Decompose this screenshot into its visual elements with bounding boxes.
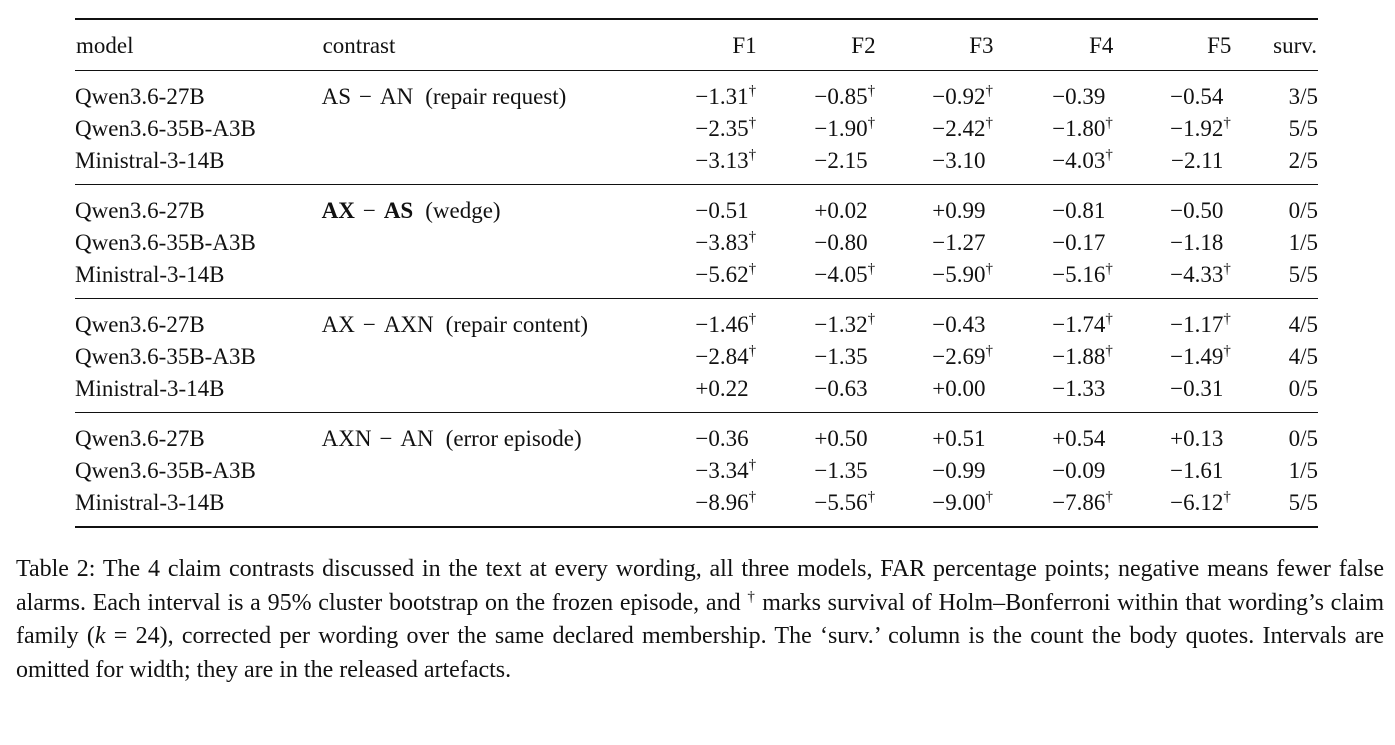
value-text: −2.69 — [932, 344, 986, 369]
caption-text-3: ), corrected per wording over the same declared membership. The ‘surv.’ column is the count the body quotes. Intervals are omitted for width; they are in the released artefacts. — [16, 623, 1385, 683]
cell-f1: −3.13† — [695, 147, 757, 173]
caption-math-rest: = 24 — [105, 623, 160, 649]
contrast-right: AN — [379, 84, 414, 109]
cell-surv: 2/5 — [1288, 148, 1318, 173]
contrast-left: AXN — [321, 426, 372, 451]
cell-f3 — [877, 413, 995, 456]
header-contrast: contrast — [322, 33, 396, 58]
table-row — [75, 145, 1318, 185]
value-text: −2.42 — [932, 116, 986, 141]
cell-f1: −5.62† — [695, 261, 757, 287]
value-text: −3.83 — [695, 230, 749, 255]
contrast-label — [322, 198, 414, 223]
results-table — [75, 18, 1318, 528]
cell-contrast — [322, 113, 661, 145]
table-row — [75, 185, 1318, 228]
cell-f2 — [758, 455, 877, 487]
cell-surv: 0/5 — [1288, 198, 1318, 223]
value-text: −0.51 — [695, 198, 749, 223]
value-text: −1.17 — [1170, 312, 1224, 337]
cell-f5 — [1114, 227, 1232, 259]
value-text: −0.54 — [1170, 84, 1224, 109]
value-text: −1.90 — [814, 116, 868, 141]
cell-f3: −2.42† — [932, 115, 994, 141]
caption-dagger: † — [747, 588, 756, 605]
contrast-left: AX — [321, 198, 355, 223]
value-text: +0.22 — [695, 376, 749, 401]
results-table-container — [75, 18, 1318, 528]
contrast-left: AX — [321, 312, 355, 337]
value-text: −6.12 — [1170, 490, 1224, 515]
cell-f1: −1.46† — [695, 311, 757, 337]
value-text: −2.15 — [814, 148, 868, 173]
value-text: +0.02 — [814, 198, 868, 223]
cell-f4 — [995, 71, 1115, 114]
table-row — [75, 455, 1318, 487]
value-text: −1.49 — [1170, 344, 1224, 369]
cell-model: Qwen3.6-35B-A3B — [75, 116, 256, 141]
cell-f5 — [1114, 455, 1232, 487]
value-text: −0.50 — [1170, 198, 1224, 223]
cell-f1: −1.31† — [695, 83, 757, 109]
cell-surv: 1/5 — [1288, 230, 1318, 255]
cell-f3 — [877, 185, 995, 228]
value-text: −2.35 — [695, 116, 749, 141]
cell-f2 — [758, 227, 877, 259]
cell-model: Qwen3.6-27B — [75, 312, 205, 337]
value-text: −3.34 — [695, 458, 749, 483]
cell-f5: −1.92† — [1170, 115, 1231, 141]
cell-f3: −2.69† — [932, 343, 994, 369]
value-text: −5.56 — [814, 490, 868, 515]
value-text: +0.00 — [932, 376, 986, 401]
value-text: −1.61 — [1170, 458, 1224, 483]
contrast-label — [322, 312, 434, 337]
caption-text-2: marks survival of Holm–Bonferroni within that wording’s claim family ( — [16, 589, 1384, 649]
value-text: +0.54 — [1052, 426, 1106, 451]
cell-f4: −1.74† — [1052, 311, 1113, 337]
value-text: −1.92 — [1170, 116, 1224, 141]
cell-contrast — [322, 299, 661, 342]
value-text: −3.10 — [932, 148, 986, 173]
cell-f2: −5.56† — [814, 489, 876, 515]
cell-model: Qwen3.6-35B-A3B — [75, 344, 256, 369]
contrast-group — [75, 413, 1318, 528]
value-text: −0.09 — [1052, 458, 1106, 483]
cell-f5 — [1114, 145, 1232, 185]
cell-f1: −8.96† — [695, 489, 757, 515]
cell-f5 — [1114, 185, 1232, 228]
cell-contrast — [322, 227, 661, 259]
contrast-operator: − — [362, 312, 376, 337]
contrast-right: AS — [383, 198, 414, 223]
cell-f1: −2.84† — [695, 343, 757, 369]
cell-f1 — [661, 185, 758, 228]
cell-f1: −3.34† — [695, 457, 757, 483]
value-text: −1.35 — [814, 458, 868, 483]
contrast-description: (repair request) — [425, 84, 567, 109]
cell-f5: −6.12† — [1170, 489, 1231, 515]
table-row — [75, 413, 1318, 456]
cell-f2 — [758, 341, 877, 373]
cell-contrast — [322, 455, 661, 487]
cell-f4: −1.88† — [1052, 343, 1113, 369]
value-text: −2.84 — [695, 344, 749, 369]
cell-contrast — [322, 413, 661, 456]
cell-f3: −0.92† — [932, 83, 994, 109]
header-f3: F3 — [969, 33, 994, 58]
table-row — [75, 299, 1318, 342]
contrast-group — [75, 299, 1318, 413]
value-text: −0.17 — [1052, 230, 1106, 255]
cell-f2 — [758, 185, 877, 228]
cell-model: Ministral-3-14B — [75, 490, 225, 515]
cell-model: Ministral-3-14B — [75, 262, 225, 287]
contrast-description: (error episode) — [445, 426, 582, 451]
cell-surv: 1/5 — [1288, 458, 1318, 483]
cell-f3 — [877, 145, 995, 185]
value-text: −0.85 — [814, 84, 868, 109]
table-row — [75, 113, 1318, 145]
value-text: −0.99 — [932, 458, 986, 483]
cell-surv: 0/5 — [1288, 376, 1318, 401]
contrast-operator: − — [362, 198, 376, 223]
contrast-group — [75, 185, 1318, 299]
contrast-left: AS — [321, 84, 351, 109]
contrast-label — [322, 426, 434, 451]
contrast-label — [322, 84, 414, 109]
value-text: −9.00 — [932, 490, 986, 515]
cell-f5 — [1114, 413, 1232, 456]
cell-f3 — [877, 227, 995, 259]
cell-f4: −1.80† — [1052, 115, 1113, 141]
value-text: −1.35 — [814, 344, 868, 369]
cell-f3: −5.90† — [932, 261, 994, 287]
cell-contrast — [322, 259, 661, 299]
cell-contrast — [322, 341, 661, 373]
table-row — [75, 259, 1318, 299]
cell-f1: −3.83† — [695, 229, 757, 255]
cell-contrast — [322, 373, 661, 413]
table-caption — [16, 553, 1384, 687]
header-f5: F5 — [1207, 33, 1232, 58]
header-f2: F2 — [851, 33, 876, 58]
cell-surv: 5/5 — [1288, 490, 1318, 515]
cell-f4 — [995, 455, 1115, 487]
cell-surv: 0/5 — [1288, 426, 1318, 451]
cell-f2: −0.85† — [814, 83, 876, 109]
value-text: −1.31 — [695, 84, 749, 109]
header-surv: surv. — [1273, 33, 1317, 58]
cell-f5 — [1114, 71, 1232, 114]
value-text: −1.46 — [695, 312, 749, 337]
contrast-group — [75, 71, 1318, 185]
cell-model: Qwen3.6-35B-A3B — [75, 458, 256, 483]
cell-model: Qwen3.6-27B — [75, 84, 205, 109]
value-text: −3.13 — [695, 148, 749, 173]
table-row — [75, 227, 1318, 259]
cell-f4: −5.16† — [1052, 261, 1113, 287]
value-text: −1.80 — [1052, 116, 1106, 141]
caption-math-k: k — [94, 623, 106, 649]
value-text: −5.62 — [695, 262, 749, 287]
cell-contrast — [322, 145, 661, 185]
value-text: −0.92 — [932, 84, 986, 109]
cell-contrast — [322, 185, 661, 228]
value-text: +0.13 — [1170, 426, 1224, 451]
header-model: model — [76, 33, 134, 58]
value-text: −1.88 — [1052, 344, 1106, 369]
cell-f5: −4.33† — [1170, 261, 1231, 287]
cell-f2 — [758, 413, 877, 456]
header-f1: F1 — [732, 33, 757, 58]
cell-f4 — [995, 185, 1115, 228]
value-text: −4.05 — [814, 262, 868, 287]
value-text: −7.86 — [1052, 490, 1106, 515]
table-header — [75, 19, 1318, 71]
cell-model: Ministral-3-14B — [75, 376, 225, 401]
cell-surv: 3/5 — [1288, 84, 1318, 109]
table-row — [75, 71, 1318, 114]
cell-model: Qwen3.6-27B — [75, 198, 205, 223]
cell-f2: −1.90† — [814, 115, 876, 141]
cell-f3 — [877, 373, 995, 413]
cell-f4 — [995, 413, 1115, 456]
cell-f1: −2.35† — [695, 115, 757, 141]
value-text: −4.33 — [1170, 262, 1224, 287]
contrast-operator: − — [359, 84, 372, 109]
value-text: −5.90 — [932, 262, 986, 287]
cell-surv: 4/5 — [1288, 344, 1318, 369]
cell-f5 — [1114, 373, 1232, 413]
value-text: −1.74 — [1052, 312, 1106, 337]
value-text: −0.36 — [695, 426, 749, 451]
cell-f3 — [877, 455, 995, 487]
cell-model: Qwen3.6-35B-A3B — [75, 230, 256, 255]
cell-f4: −4.03† — [1052, 147, 1113, 173]
value-text: −5.16 — [1052, 262, 1106, 287]
cell-f5: −1.17† — [1170, 311, 1231, 337]
value-text: +0.50 — [814, 426, 868, 451]
cell-f3 — [877, 299, 995, 342]
contrast-description: (repair content) — [445, 312, 589, 337]
cell-f5: −1.49† — [1170, 343, 1231, 369]
contrast-right: AXN — [383, 312, 434, 337]
value-text: −1.33 — [1052, 376, 1106, 401]
cell-contrast — [322, 71, 661, 114]
table-row — [75, 341, 1318, 373]
cell-model: Qwen3.6-27B — [75, 426, 205, 451]
cell-f4 — [995, 227, 1115, 259]
cell-contrast — [322, 487, 661, 527]
table-row — [75, 373, 1318, 413]
value-text: −4.03 — [1052, 148, 1106, 173]
value-text: −0.39 — [1052, 84, 1106, 109]
header-f4: F4 — [1089, 33, 1114, 58]
header-row — [75, 19, 1318, 71]
cell-f2 — [758, 373, 877, 413]
cell-f1 — [661, 373, 758, 413]
value-text: +0.99 — [932, 198, 986, 223]
cell-f2 — [758, 145, 877, 185]
value-text: −0.31 — [1170, 376, 1224, 401]
value-text: −1.27 — [932, 230, 986, 255]
cell-f2: −1.32† — [814, 311, 876, 337]
value-text: −2.11 — [1171, 148, 1224, 173]
cell-surv: 5/5 — [1288, 116, 1318, 141]
value-text: −0.81 — [1052, 198, 1106, 223]
value-text: −1.32 — [814, 312, 868, 337]
value-text: +0.51 — [932, 426, 986, 451]
contrast-description: (wedge) — [425, 198, 501, 223]
table-row — [75, 487, 1318, 527]
cell-f1 — [661, 413, 758, 456]
cell-f4 — [995, 373, 1115, 413]
cell-model: Ministral-3-14B — [75, 148, 225, 173]
value-text: −0.63 — [814, 376, 868, 401]
cell-f2: −4.05† — [814, 261, 876, 287]
value-text: −0.43 — [932, 312, 986, 337]
value-text: −1.18 — [1170, 230, 1224, 255]
contrast-operator: − — [379, 426, 393, 451]
contrast-right: AN — [400, 426, 434, 451]
caption-text-1: Table 2: The 4 claim contrasts discussed in the text at every wording, all three models, FAR percentage points; negative means fewer false alarms. Each interval is a 95% cluster bootstrap on the frozen episode, and — [16, 556, 1384, 616]
cell-surv: 4/5 — [1288, 312, 1318, 337]
cell-surv: 5/5 — [1288, 262, 1318, 287]
value-text: −8.96 — [695, 490, 749, 515]
cell-f3: −9.00† — [932, 489, 994, 515]
cell-f4: −7.86† — [1052, 489, 1113, 515]
value-text: −0.80 — [814, 230, 868, 255]
